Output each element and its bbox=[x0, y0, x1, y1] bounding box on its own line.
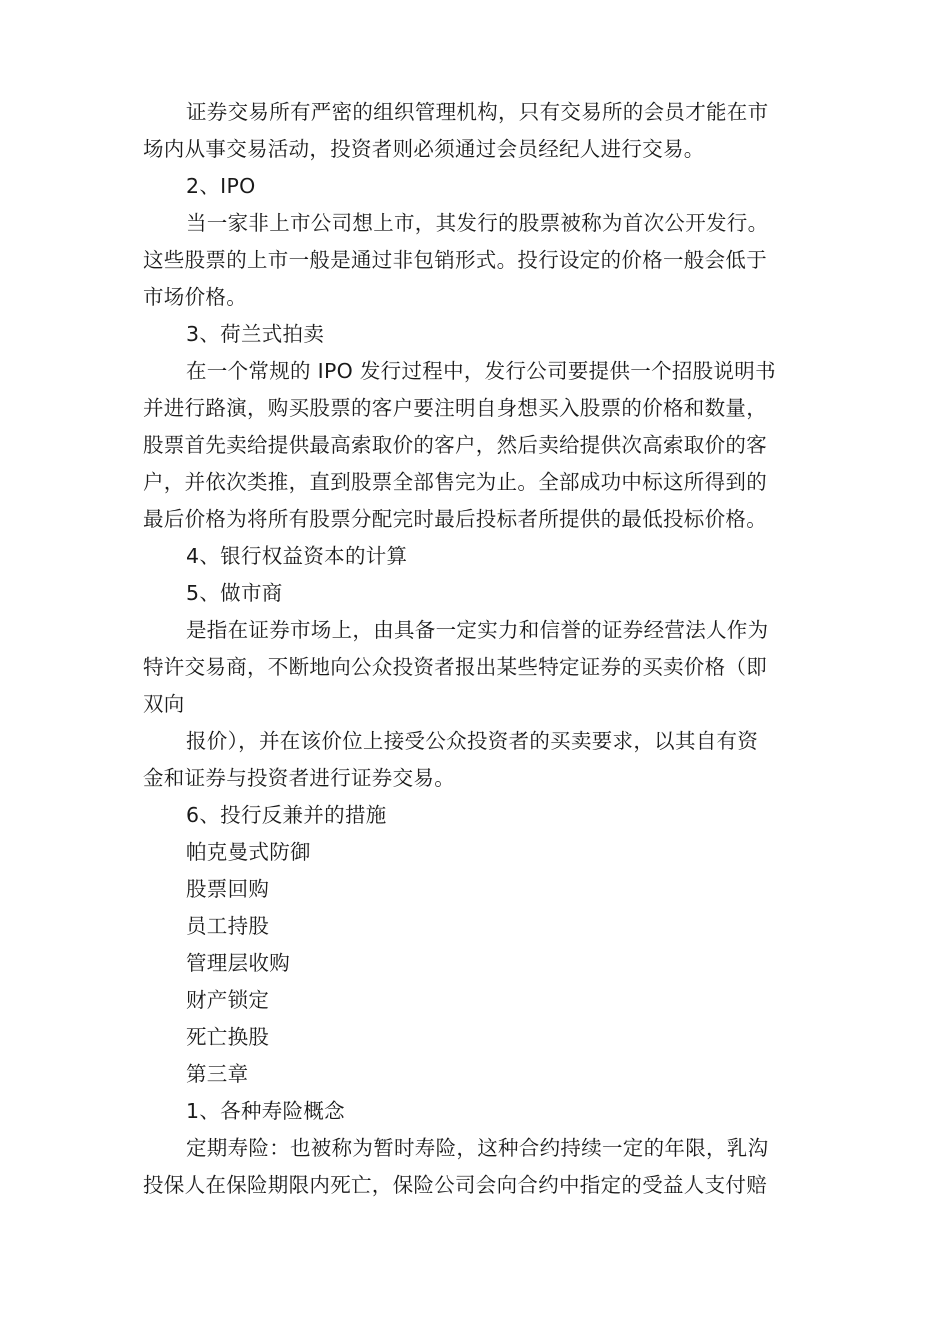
section-heading: 5、做市商 bbox=[186, 581, 283, 605]
section-heading: 6、投行反兼并的措施 bbox=[186, 803, 387, 827]
text-line: 证券交易所有严密的组织管理机构，只有交易所的会员才能在市 bbox=[186, 100, 769, 124]
text-line: 报价），并在该价位上接受公众投资者的买卖要求，以其自有资 bbox=[186, 729, 759, 753]
section-heading: 4、银行权益资本的计算 bbox=[186, 544, 408, 568]
text-line: 股票首先卖给提供最高索取价的客户，然后卖给提供次高索取价的客 bbox=[143, 433, 767, 457]
document-body bbox=[143, 94, 808, 1204]
section-heading: 3、荷兰式拍卖 bbox=[186, 322, 325, 346]
list-item: 员工持股 bbox=[186, 914, 270, 938]
text-line: 这些股票的上市一般是通过非包销形式。投行设定的价格一般会低于 bbox=[143, 248, 767, 272]
list-item: 股票回购 bbox=[186, 877, 270, 901]
text-line: 市场价格。 bbox=[143, 285, 247, 309]
list-item: 管理层收购 bbox=[186, 951, 290, 975]
list-item: 死亡换股 bbox=[186, 1025, 270, 1049]
text-line: 在一个常规的 IPO 发行过程中，发行公司要提供一个招股说明书 bbox=[186, 359, 776, 383]
list-item: 财产锁定 bbox=[186, 988, 270, 1012]
text-line: 投保人在保险期限内死亡，保险公司会向合约中指定的受益人支付赔 bbox=[143, 1173, 767, 1197]
text-line: 最后价格为将所有股票分配完时最后投标者所提供的最低投标价格。 bbox=[143, 507, 767, 531]
text-line: 特许交易商，不断地向公众投资者报出某些特定证券的买卖价格（即 bbox=[143, 655, 767, 679]
text-line: 户，并依次类推，直到股票全部售完为止。全部成功中标这所得到的 bbox=[143, 470, 767, 494]
section-heading: 1、各种寿险概念 bbox=[186, 1099, 345, 1123]
list-item: 帕克曼式防御 bbox=[186, 840, 311, 864]
text-line: 定期寿险：也被称为暂时寿险，这种合约持续一定的年限，乳沟 bbox=[186, 1136, 769, 1160]
chapter-heading: 第三章 bbox=[186, 1062, 249, 1086]
text-line: 是指在证券市场上，由具备一定实力和信誉的证券经营法人作为 bbox=[186, 618, 769, 642]
text-line: 并进行路演，购买股票的客户要注明自身想买入股票的价格和数量， bbox=[143, 396, 767, 420]
text-line: 金和证券与投资者进行证券交易。 bbox=[143, 766, 455, 790]
text-line: 双向 bbox=[143, 692, 185, 716]
text-line: 当一家非上市公司想上市，其发行的股票被称为首次公开发行。 bbox=[186, 211, 769, 235]
text-line: 场内从事交易活动，投资者则必须通过会员经纪人进行交易。 bbox=[143, 137, 705, 161]
section-heading: 2、IPO bbox=[186, 174, 256, 198]
